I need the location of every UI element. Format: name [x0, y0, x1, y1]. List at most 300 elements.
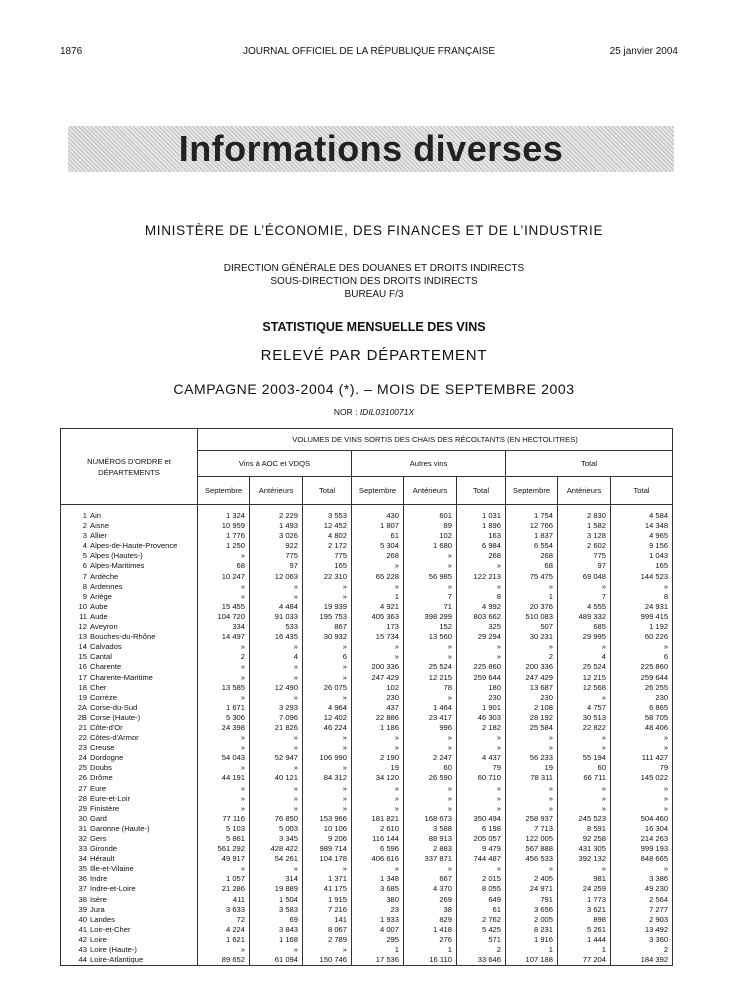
volume-cell: 4 224	[198, 925, 250, 935]
volume-cell: 10 959	[198, 521, 250, 531]
volume-cell: 2 903	[611, 915, 673, 925]
department-cell	[61, 723, 198, 733]
volume-cell: »	[250, 794, 303, 804]
volume-cell: 6	[611, 652, 673, 662]
department-name: Loire-Atlantique	[90, 955, 144, 965]
volume-cell: 269	[404, 895, 457, 905]
department-number: 18	[78, 682, 87, 692]
volume-cell: 15 455	[198, 602, 250, 612]
volume-cell: »	[457, 804, 506, 814]
department-name: Corrèze	[90, 692, 118, 702]
volume-cell: 276	[404, 935, 457, 945]
volume-cell: 97	[558, 561, 611, 571]
volume-cell: 4 007	[352, 925, 404, 935]
volume-cell: 88 913	[404, 834, 457, 844]
volume-cell: 230	[506, 693, 558, 703]
volumes-header: VOLUMES DE VINS SORTIS DES CHAIS DES RÉCOLTANTS (EN HECTOLITRES)	[198, 429, 673, 451]
volume-cell: 13 585	[198, 683, 250, 693]
table-row	[61, 521, 673, 531]
volume-cell: »	[611, 804, 673, 814]
nor-value: IDIL0310071X	[359, 407, 415, 417]
volume-cell: 1 916	[506, 935, 558, 945]
department-number: 2	[82, 521, 87, 531]
volume-cell: 173	[352, 622, 404, 632]
volume-cell: 4 964	[303, 703, 352, 713]
volume-cell: 60	[404, 763, 457, 773]
volume-cell: 122 005	[506, 834, 558, 844]
volume-cell: 406 616	[352, 854, 404, 864]
department-name: Bouches-du-Rhône	[90, 632, 156, 642]
department-number: 42	[78, 934, 87, 944]
volume-cell: 76 850	[250, 814, 303, 824]
department-cell	[61, 693, 198, 703]
volume-cell: 3 128	[558, 531, 611, 541]
volume-cell: 1 776	[198, 531, 250, 541]
volume-cell: 4 584	[611, 511, 673, 521]
volume-cell: 325	[457, 622, 506, 632]
volume-cell: 8 055	[457, 884, 506, 894]
volume-cell: 16 304	[611, 824, 673, 834]
department-cell	[61, 753, 198, 763]
nor-reference	[60, 407, 688, 417]
volume-cell: »	[198, 945, 250, 955]
department-name: Ardèche	[90, 571, 119, 581]
department-name: Côtes-d'Armor	[90, 733, 139, 743]
volume-cell: 3 360	[611, 935, 673, 945]
volume-cell: 898	[558, 915, 611, 925]
department-number: 23	[78, 743, 87, 753]
volume-cell: »	[198, 693, 250, 703]
department-name: Drôme	[90, 773, 113, 783]
volume-cell: »	[558, 743, 611, 753]
volume-cell: 78	[404, 683, 457, 693]
volume-cell: 1 754	[506, 511, 558, 521]
volume-cell: »	[303, 743, 352, 753]
volume-cell: 5 003	[250, 824, 303, 834]
volume-cell: 79	[457, 763, 506, 773]
volume-cell: 26 590	[404, 773, 457, 783]
volume-cell: 44 191	[198, 773, 250, 783]
table-row	[61, 794, 673, 804]
volume-cell: 54 261	[250, 854, 303, 864]
volume-cell: »	[303, 784, 352, 794]
volume-cell: 19 889	[250, 884, 303, 894]
volume-cell: 2	[198, 652, 250, 662]
volume-cell: 14 497	[198, 632, 250, 642]
table-row	[61, 864, 673, 874]
department-cell	[61, 521, 198, 531]
department-number: 38	[78, 894, 87, 904]
volume-cell: 5 261	[558, 925, 611, 935]
volume-cell: 77 204	[558, 955, 611, 966]
page-number: 1876	[60, 46, 83, 57]
volume-cell: 49 230	[611, 884, 673, 894]
volume-cell: 245 523	[558, 814, 611, 824]
volume-cell: 1 464	[404, 703, 457, 713]
volume-cell: 163	[457, 531, 506, 541]
department-number: 1	[82, 511, 87, 520]
department-number: 2A	[77, 702, 87, 712]
volume-cell: 5 425	[457, 925, 506, 935]
department-cell	[61, 834, 198, 844]
volume-cell: 1	[352, 592, 404, 602]
department-number: 5	[82, 551, 87, 561]
department-number: 14	[78, 642, 87, 652]
department-cell	[61, 561, 198, 571]
department-cell	[61, 551, 198, 561]
volume-cell: 1 837	[506, 531, 558, 541]
volume-cell: 1 031	[457, 511, 506, 521]
volume-cell: 230	[611, 693, 673, 703]
department-cell	[61, 713, 198, 723]
volume-cell: »	[250, 642, 303, 652]
volume-cell: 430	[352, 511, 404, 521]
volume-cell: 58 705	[611, 713, 673, 723]
volume-cell: 46 224	[303, 723, 352, 733]
volume-cell: 1 192	[611, 622, 673, 632]
table-row	[61, 713, 673, 723]
volume-cell: 4 921	[352, 602, 404, 612]
volume-cell: »	[303, 673, 352, 683]
volume-cell: 504 460	[611, 814, 673, 824]
table-row	[61, 673, 673, 683]
volume-cell: 116 144	[352, 834, 404, 844]
volume-cell: 40 121	[250, 773, 303, 783]
volume-cell: 999 193	[611, 844, 673, 854]
volume-cell: »	[303, 763, 352, 773]
volume-cell: 184 392	[611, 955, 673, 966]
volume-cell: 9 479	[457, 844, 506, 854]
department-cell	[61, 804, 198, 814]
department-cell	[61, 733, 198, 743]
volume-cell: 68	[506, 561, 558, 571]
volume-cell: 334	[198, 622, 250, 632]
volume-cell: 152	[404, 622, 457, 632]
volume-cell: »	[352, 804, 404, 814]
campaign-title: CAMPAGNE 2003-2004 (*). – MOIS DE SEPTEMBRE 2003	[173, 381, 575, 397]
volume-cell: 3 843	[250, 925, 303, 935]
volume-cell: 23 417	[404, 713, 457, 723]
volume-cell: 97	[250, 561, 303, 571]
department-name: Loire	[90, 934, 107, 944]
volume-cell: 1 773	[558, 895, 611, 905]
volume-cell: 7 096	[250, 713, 303, 723]
volume-cell: 16 110	[404, 955, 457, 966]
volume-cell: 10 247	[198, 572, 250, 582]
department-number: 19	[78, 692, 87, 702]
volume-cell: 1 901	[457, 703, 506, 713]
volume-cell: 2 762	[457, 915, 506, 925]
table-row	[61, 905, 673, 915]
volume-cell: »	[558, 794, 611, 804]
department-cell	[61, 632, 198, 642]
volume-cell: »	[250, 763, 303, 773]
volume-cell: »	[558, 784, 611, 794]
volume-cell: 999 415	[611, 612, 673, 622]
department-number: 4	[82, 541, 87, 551]
volume-cell: »	[303, 693, 352, 703]
volume-cell: 144 523	[611, 572, 673, 582]
volume-cell: »	[404, 864, 457, 874]
volume-cell: 1 418	[404, 925, 457, 935]
department-number: 9	[82, 591, 87, 601]
department-name: Allier	[90, 531, 107, 541]
volume-cell: »	[404, 733, 457, 743]
volume-cell: 2	[506, 652, 558, 662]
department-number: 22	[78, 733, 87, 743]
volume-cell: 107 188	[506, 955, 558, 966]
volume-cell: 247 429	[352, 673, 404, 683]
volume-cell: 180	[457, 683, 506, 693]
table-row	[61, 854, 673, 864]
volume-cell: 791	[506, 895, 558, 905]
volume-cell: 181 821	[352, 814, 404, 824]
volume-cell: 1 493	[250, 521, 303, 531]
department-cell	[61, 541, 198, 551]
volume-cell: »	[506, 733, 558, 743]
volume-cell: »	[506, 642, 558, 652]
volume-cell: »	[303, 864, 352, 874]
volume-cell: 3 583	[250, 905, 303, 915]
volume-cell: »	[198, 551, 250, 561]
volume-cell: 60	[558, 763, 611, 773]
table-row	[61, 804, 673, 814]
department-cell	[61, 743, 198, 753]
volume-cell: 3 588	[404, 824, 457, 834]
table-row	[61, 572, 673, 582]
department-number: 29	[78, 803, 87, 813]
volume-cell: 12 490	[250, 683, 303, 693]
directorate-line-3: BUREAU F/3	[344, 289, 404, 300]
volume-cell: 12 766	[506, 521, 558, 531]
volume-cell: »	[352, 652, 404, 662]
subcol-header: Total	[611, 477, 673, 505]
volume-cell: 56 985	[404, 572, 457, 582]
volume-cell: 2 405	[506, 874, 558, 884]
volume-cell: 867	[303, 622, 352, 632]
table-row	[61, 743, 673, 753]
volume-cell: »	[404, 652, 457, 662]
volume-cell: 456 533	[506, 854, 558, 864]
table-body	[61, 505, 673, 966]
volume-cell: 996	[404, 723, 457, 733]
volume-cell: 78 311	[506, 773, 558, 783]
department-number: 17	[78, 672, 87, 682]
volume-cell: 205 057	[457, 834, 506, 844]
journal-title: JOURNAL OFFICIEL DE LA RÉPUBLIQUE FRANÇAISE	[242, 46, 496, 57]
department-name: Charente-Maritime	[90, 672, 153, 682]
volume-cell: 111 427	[611, 753, 673, 763]
volume-cell: 4	[250, 652, 303, 662]
volume-cell: 54 043	[198, 753, 250, 763]
volume-cell: »	[250, 804, 303, 814]
volume-cell: 6 596	[352, 844, 404, 854]
volume-cell: »	[250, 662, 303, 672]
volume-cell: »	[198, 582, 250, 592]
table-row	[61, 915, 673, 925]
volume-cell: 24 971	[506, 884, 558, 894]
volume-cell: 23	[352, 905, 404, 915]
department-number: 40	[78, 914, 87, 924]
volume-cell: 26 255	[611, 683, 673, 693]
issue-date: 25 janvier 2004	[609, 46, 678, 57]
volume-cell: 314	[250, 874, 303, 884]
volume-cell: »	[506, 743, 558, 753]
volume-cell: 2 830	[558, 511, 611, 521]
volume-cell: »	[506, 794, 558, 804]
table-row	[61, 763, 673, 773]
department-cell	[61, 673, 198, 683]
volume-cell: »	[611, 794, 673, 804]
volume-cell: 803 662	[457, 612, 506, 622]
department-name: Corse (Haute-)	[90, 712, 141, 722]
volume-cell: 6	[303, 652, 352, 662]
volume-cell: 2 564	[611, 895, 673, 905]
department-name: Indre-et-Loire	[90, 884, 136, 894]
volume-cell: 6 198	[457, 824, 506, 834]
volume-cell: 2	[611, 945, 673, 955]
volume-cell: »	[457, 652, 506, 662]
table-row	[61, 652, 673, 662]
directorate-line-2: SOUS-DIRECTION DES DROITS INDIRECTS	[270, 276, 478, 287]
volume-cell: 8	[457, 592, 506, 602]
volume-cell: 165	[303, 561, 352, 571]
volume-cell: »	[198, 794, 250, 804]
table-row	[61, 642, 673, 652]
department-cell	[61, 592, 198, 602]
volume-cell: 1 371	[303, 874, 352, 884]
volume-cell: 69	[250, 915, 303, 925]
volume-cell: »	[198, 804, 250, 814]
department-number: 11	[79, 611, 87, 621]
department-number: 37	[78, 884, 87, 894]
department-cell	[61, 652, 198, 662]
volume-cell: »	[506, 864, 558, 874]
volume-cell: 4 555	[558, 602, 611, 612]
table-row	[61, 955, 673, 966]
volume-cell: 398 299	[404, 612, 457, 622]
volume-cell: 431 305	[558, 844, 611, 854]
volume-cell: »	[198, 673, 250, 683]
volume-cell: 9 206	[303, 834, 352, 844]
volume-cell: 13 492	[611, 925, 673, 935]
volume-cell: 1	[404, 945, 457, 955]
department-number: 2B	[77, 712, 87, 722]
volume-cell: »	[303, 592, 352, 602]
department-number: 21	[78, 722, 87, 732]
volume-cell: 60 226	[611, 632, 673, 642]
volume-cell: 92 258	[558, 834, 611, 844]
department-number: 35	[78, 864, 87, 874]
volume-cell: 195 753	[303, 612, 352, 622]
volume-cell: 104 720	[198, 612, 250, 622]
department-cell	[61, 703, 198, 713]
department-name: Isère	[90, 894, 107, 904]
volume-cell: 141	[303, 915, 352, 925]
volume-cell: 2 190	[352, 753, 404, 763]
table-row	[61, 622, 673, 632]
volume-cell: 29 294	[457, 632, 506, 642]
volume-cell: 4 437	[457, 753, 506, 763]
volume-cell: »	[250, 733, 303, 743]
volume-cell: 989 714	[303, 844, 352, 854]
page-header	[60, 46, 678, 60]
volume-cell: 8 231	[506, 925, 558, 935]
volume-cell: 4	[558, 652, 611, 662]
group-header-aoc: Vins à AOC et VDQS	[198, 451, 352, 477]
department-cell	[61, 511, 198, 521]
volume-cell: 8 067	[303, 925, 352, 935]
volume-cell: 829	[404, 915, 457, 925]
department-cell	[61, 844, 198, 854]
volume-cell: 2 182	[457, 723, 506, 733]
volume-cell: »	[250, 743, 303, 753]
volume-cell: 46 303	[457, 713, 506, 723]
department-cell	[61, 884, 198, 894]
volume-cell: »	[352, 733, 404, 743]
volume-cell: »	[303, 945, 352, 955]
volume-cell: 145 022	[611, 773, 673, 783]
volume-cell: 5 861	[198, 834, 250, 844]
volume-cell: 1 504	[250, 895, 303, 905]
volume-cell: 775	[250, 551, 303, 561]
table-row	[61, 723, 673, 733]
volume-cell: »	[506, 582, 558, 592]
volume-cell: 1 250	[198, 541, 250, 551]
volume-cell: »	[404, 743, 457, 753]
volume-cell: 9 156	[611, 541, 673, 551]
subcol-header: Antérieurs	[404, 477, 457, 505]
department-name: Garonne (Haute-)	[90, 823, 150, 833]
volume-cell: 489 332	[558, 612, 611, 622]
volume-cell: 510 083	[506, 612, 558, 622]
volume-cell: »	[558, 642, 611, 652]
volume-cell: 214 263	[611, 834, 673, 844]
department-name: Loir-et-Cher	[90, 924, 131, 934]
volume-cell: 21 286	[198, 884, 250, 894]
group-header-total: Total	[506, 451, 673, 477]
volume-cell: 55 194	[558, 753, 611, 763]
dept-column-header: NUMÉROS D'ORDRE et DÉPARTEMENTS	[61, 429, 198, 505]
volume-cell: 21 826	[250, 723, 303, 733]
volume-cell: 5 306	[198, 713, 250, 723]
volume-cell: 1 324	[198, 511, 250, 521]
volume-cell: »	[457, 561, 506, 571]
volume-cell: 268	[457, 551, 506, 561]
volume-cell: »	[611, 642, 673, 652]
volume-cell: »	[352, 642, 404, 652]
volume-cell: 22 822	[558, 723, 611, 733]
volume-cell: 2 005	[506, 915, 558, 925]
table-row	[61, 511, 673, 521]
department-name: Eure	[90, 783, 107, 793]
volume-cell: »	[352, 784, 404, 794]
volume-cell: »	[558, 582, 611, 592]
volume-cell: »	[303, 582, 352, 592]
volume-cell: »	[250, 693, 303, 703]
volume-cell: 15 734	[352, 632, 404, 642]
department-number: 32	[78, 834, 87, 843]
volume-cell: 392 132	[558, 854, 611, 864]
department-name: Ardennes	[90, 581, 123, 591]
volume-cell: »	[558, 804, 611, 814]
volume-cell: »	[250, 582, 303, 592]
volume-cell: 3 633	[198, 905, 250, 915]
department-name: Ariège	[90, 591, 112, 601]
table-row	[61, 945, 673, 955]
volume-cell: 230	[352, 693, 404, 703]
volume-cell: 4 965	[611, 531, 673, 541]
